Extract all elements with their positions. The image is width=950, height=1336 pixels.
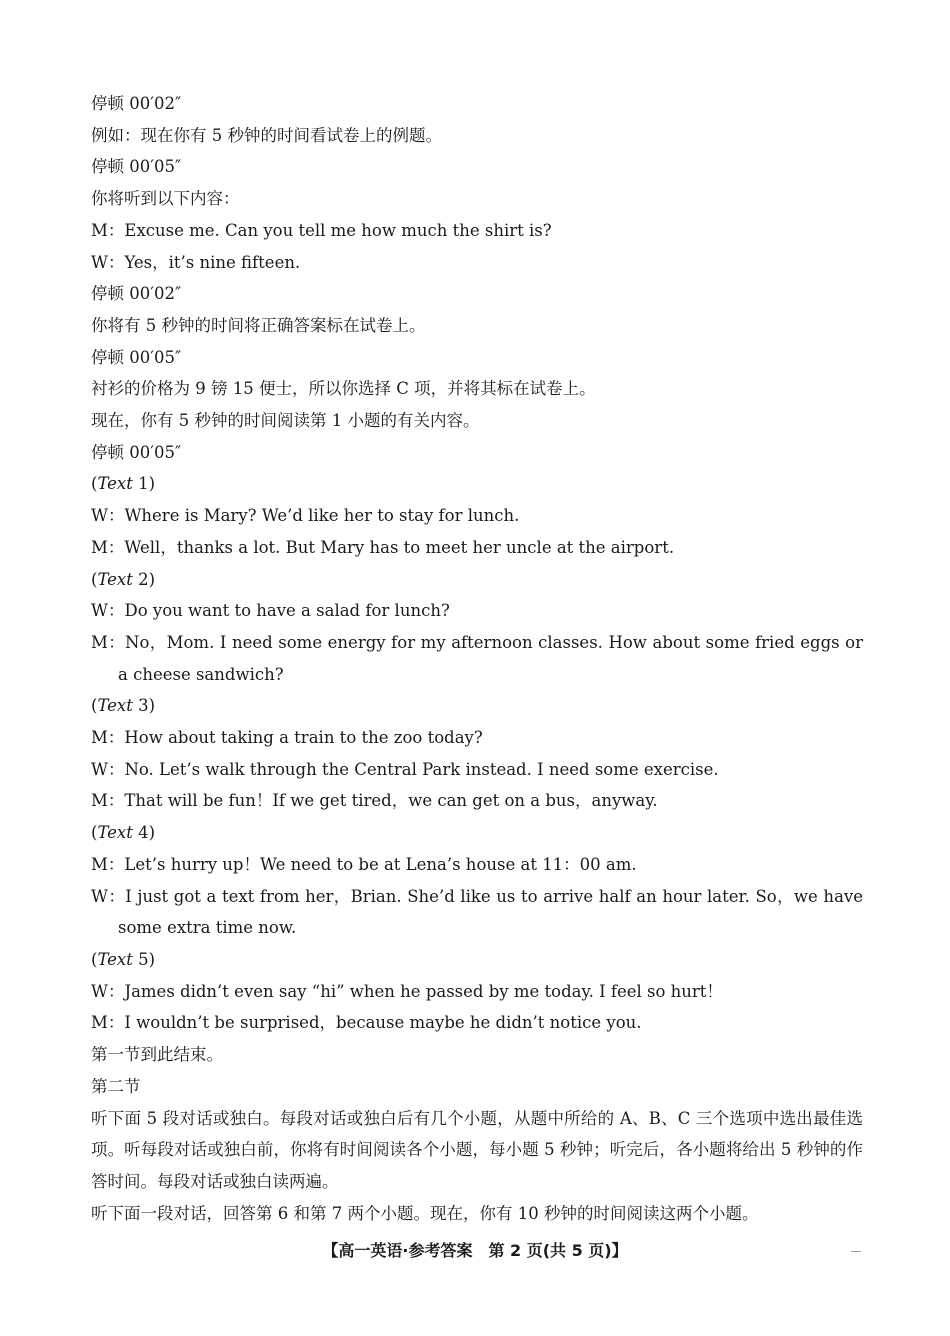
answer-transcript	[91, 88, 863, 1229]
dialogue-turn: W：Where is Mary? We’d like her to stay for lunch.	[91, 506, 520, 526]
dialogue-turn: M：No，Mom. I need some energy for my afternoon classes. How about some fried eggs or a cheese sandwich?	[91, 632, 863, 684]
dialogue-turn: M：Well，thanks a lot. But Mary has to meet her uncle at the airport.	[91, 537, 675, 557]
text-label-number: 4	[138, 823, 149, 843]
text-section-label: (Text 2)	[91, 569, 156, 589]
text-label-word: Text	[97, 949, 133, 969]
dialogue-turn: W：No. Let’s walk through the Central Park instead. I need some exercise.	[91, 759, 719, 779]
text-label-word: Text	[97, 696, 133, 716]
dialogue-turn: M：How about taking a train to the zoo today?	[91, 728, 483, 748]
pause-marker: 停顿 00′05″	[91, 157, 182, 177]
text-section-label: (Text 4)	[91, 823, 156, 843]
text-label-number: 5	[138, 949, 149, 969]
instruction-line: 你将有 5 秒钟的时间将正确答案标在试卷上。	[91, 315, 426, 335]
dialogue-turn: M：Excuse me. Can you tell me how much the shirt is?	[91, 220, 552, 240]
text-label-word: Text	[97, 823, 133, 843]
text-label-word: Text	[97, 569, 133, 589]
dialogue-turn: W：I just got a text from her，Brian. She’d like us to arrive half an hour later. So，we have some extra time now.	[91, 886, 863, 938]
instruction-line: 第一节到此结束。	[91, 1045, 223, 1065]
text-label-number: 3	[138, 696, 149, 716]
dialogue-turn: M：I wouldn’t be surprised，because maybe he didn’t notice you.	[91, 1013, 642, 1033]
instruction-line: 例如：现在你有 5 秒钟的时间看试卷上的例题。	[91, 125, 442, 145]
dialogue-turn: W：Yes，it’s nine fifteen.	[91, 252, 301, 272]
pause-marker: 停顿 00′02″	[91, 284, 182, 304]
dialogue-turn: W：James didn’t even say “hi” when he passed by me today. I feel so hurt！	[91, 981, 723, 1001]
text-label-word: Text	[97, 474, 133, 494]
pause-marker: 停顿 00′02″	[91, 94, 182, 113]
instruction-paragraph: 听下面 5 段对话或独白。每段对话或独白后有几个小题，从题中所给的 A、B、C 三个选项中选出最佳选项。听每段对话或独白前，你将有时间阅读各个小题，每小题 5 秒钟；听完后，各小题将给出 5 秒钟的作答时间。每段对话或独白读两遍。	[91, 1108, 863, 1191]
text-section-label: (Text 3)	[91, 696, 156, 716]
dialogue-turn: M：That will be fun！If we get tired，we can get on a bus，anyway.	[91, 791, 658, 811]
text-label-number: 2	[138, 569, 149, 589]
corner-mark	[851, 1251, 861, 1252]
text-label-number: 1	[138, 474, 149, 494]
text-section-label: (Text 1)	[91, 474, 156, 494]
instruction-line: 衬衫的价格为 9 镑 15 便士，所以你选择 C 项，并将其标在试卷上。	[91, 379, 596, 399]
instruction-line: 你将听到以下内容：	[91, 189, 240, 209]
dialogue-turn: M：Let’s hurry up！We need to be at Lena’s house at 11：00 am.	[91, 854, 637, 874]
instruction-line: 听下面一段对话，回答第 6 和第 7 两个小题。现在，你有 10 秒钟的时间阅读这两个小题。	[91, 1203, 759, 1223]
pause-marker: 停顿 00′05″	[91, 347, 182, 367]
instruction-line: 现在，你有 5 秒钟的时间阅读第 1 小题的有关内容。	[91, 411, 480, 431]
pause-marker: 停顿 00′05″	[91, 442, 182, 462]
dialogue-turn: W：Do you want to have a salad for lunch?	[91, 601, 450, 621]
instruction-line: 第二节	[91, 1076, 141, 1096]
page-footer: 【高一英语·参考答案 第 2 页(共 5 页)】	[322, 1241, 628, 1260]
text-section-label: (Text 5)	[91, 949, 156, 969]
